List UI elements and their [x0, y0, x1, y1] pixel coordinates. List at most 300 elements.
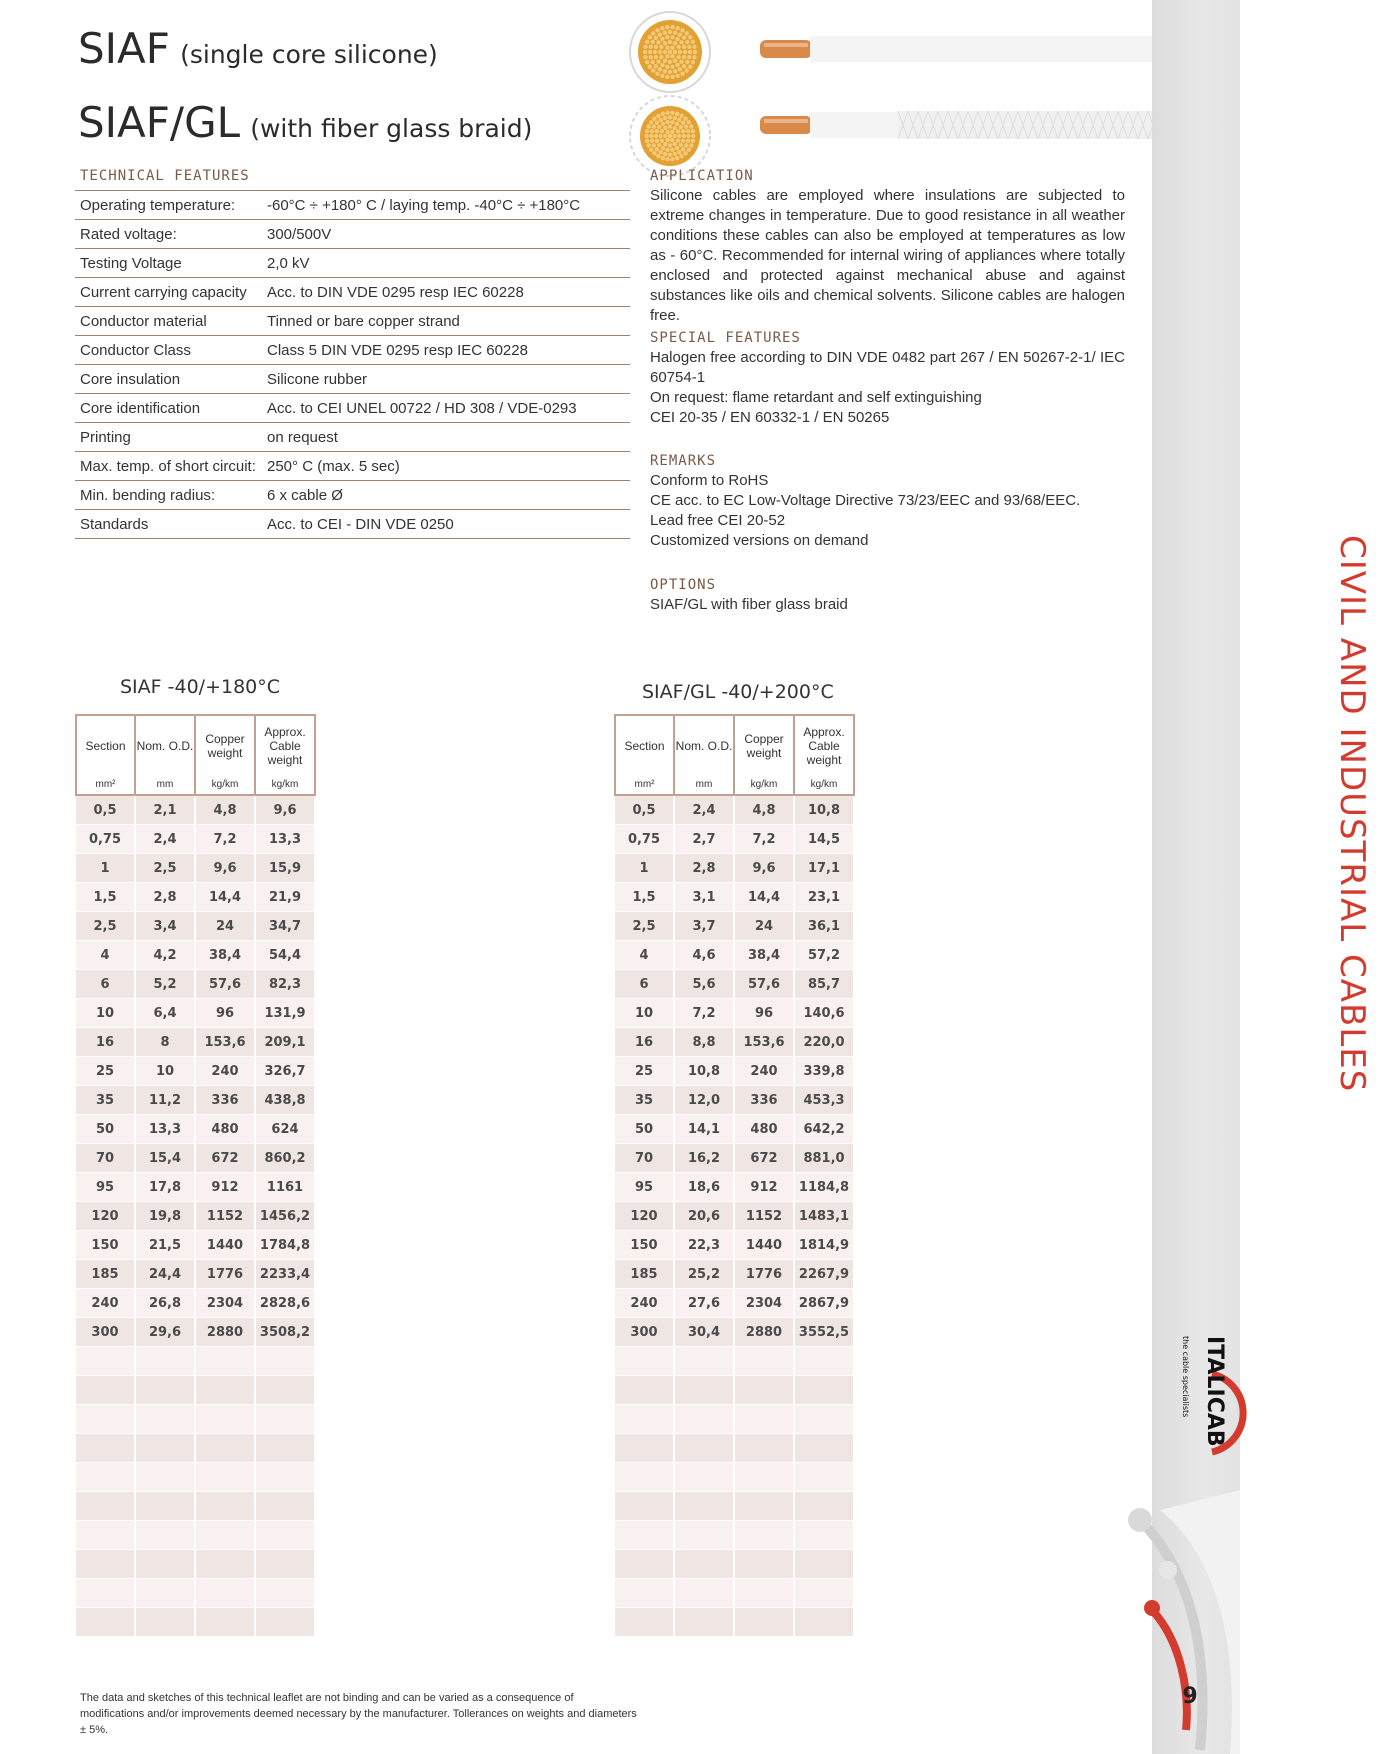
empty-table-cell [76, 1405, 135, 1434]
table-row [76, 1173, 315, 1202]
tech-feature-key: Printing [75, 423, 262, 452]
table-cell: 2304 [195, 1289, 255, 1318]
empty-table-cell [195, 1579, 255, 1608]
table-cell: 2304 [734, 1289, 794, 1318]
tech-feature-value: on request [262, 423, 630, 452]
table-row [615, 1144, 854, 1173]
table-cell: 3,1 [674, 883, 734, 912]
column-header [734, 715, 794, 795]
table-cell: 10,8 [674, 1057, 734, 1086]
table-cell: 1776 [734, 1260, 794, 1289]
table-cell: 1784,8 [255, 1231, 315, 1260]
table-cell: 453,3 [794, 1086, 854, 1115]
empty-table-row [615, 1434, 854, 1463]
table-cell: 21,9 [255, 883, 315, 912]
empty-table-cell [615, 1579, 674, 1608]
tech-feature-key: Rated voltage: [75, 220, 262, 249]
column-header-label: Approx. Cable weight [264, 725, 306, 767]
tech-feature-value: Acc. to CEI - DIN VDE 0250 [262, 510, 630, 539]
column-header-label: Section [624, 739, 665, 753]
table-cell: 3,4 [135, 912, 195, 941]
siafgl-data-table [614, 714, 855, 1637]
empty-table-cell [674, 1521, 734, 1550]
table-cell: 24 [734, 912, 794, 941]
table-cell: 1483,1 [794, 1202, 854, 1231]
tech-feature-row [75, 510, 630, 539]
column-header-label: Nom. O.D. [136, 739, 194, 753]
table-cell: 1,5 [615, 883, 674, 912]
tech-feature-row [75, 452, 630, 481]
tech-feature-row [75, 191, 630, 220]
column-header-label: Copper weight [744, 732, 784, 760]
empty-table-cell [195, 1550, 255, 1579]
empty-table-cell [76, 1492, 135, 1521]
page-number: 9 [1182, 1684, 1198, 1709]
table-cell: 14,4 [195, 883, 255, 912]
column-header-unit: kg/km [810, 779, 838, 790]
table-row [76, 999, 315, 1028]
table-cell: 16 [615, 1028, 674, 1057]
column-header [674, 715, 734, 795]
table-row [615, 1028, 854, 1057]
table-cell: 0,75 [76, 825, 135, 854]
table-cell: 1776 [195, 1260, 255, 1289]
table-cell: 672 [195, 1144, 255, 1173]
tech-feature-row [75, 336, 630, 365]
tech-feature-row [75, 220, 630, 249]
empty-table-cell [674, 1608, 734, 1637]
cable-side-siafgl-icon [760, 110, 1152, 140]
tech-feature-key: Testing Voltage [75, 249, 262, 278]
sidebar-category-label: CIVIL AND INDUSTRIAL CABLES [1332, 535, 1372, 1093]
table-cell: 153,6 [734, 1028, 794, 1057]
empty-table-cell [615, 1463, 674, 1492]
siafgl-table-title: SIAF/GL -40/+200°C [642, 681, 834, 703]
tech-feature-key: Core identification [75, 394, 262, 423]
empty-table-row [76, 1579, 315, 1608]
table-cell: 27,6 [674, 1289, 734, 1318]
empty-table-cell [76, 1347, 135, 1376]
table-cell: 25 [76, 1057, 135, 1086]
empty-table-cell [255, 1405, 315, 1434]
table-cell: 10 [135, 1057, 195, 1086]
column-header-unit: kg/km [750, 779, 778, 790]
table-row [76, 825, 315, 854]
table-row [615, 825, 854, 854]
empty-table-cell [794, 1434, 854, 1463]
empty-table-cell [734, 1550, 794, 1579]
table-cell: 15,9 [255, 854, 315, 883]
cable-cross-section-siafgl-icon [625, 92, 715, 180]
table-cell: 480 [195, 1115, 255, 1144]
table-cell: 50 [76, 1115, 135, 1144]
table-row [615, 941, 854, 970]
table-cell: 5,6 [674, 970, 734, 999]
title-sub: (with fiber glass braid) [250, 114, 533, 143]
empty-table-cell [734, 1579, 794, 1608]
table-cell: 1440 [734, 1231, 794, 1260]
remarks-line: CE acc. to EC Low-Voltage Directive 73/23/EEC and 93/68/EEC. [650, 492, 1081, 509]
table-cell: 131,9 [255, 999, 315, 1028]
table-cell: 96 [195, 999, 255, 1028]
italicab-logo [1150, 1330, 1230, 1470]
remarks-line: Lead free CEI 20-52 [650, 512, 786, 529]
empty-table-cell [135, 1405, 195, 1434]
empty-table-cell [615, 1492, 674, 1521]
empty-table-cell [135, 1463, 195, 1492]
tech-feature-row [75, 423, 630, 452]
tech-feature-row [75, 481, 630, 510]
table-cell: 96 [734, 999, 794, 1028]
table-cell: 4 [615, 941, 674, 970]
table-cell: 82,3 [255, 970, 315, 999]
table-cell: 2880 [195, 1318, 255, 1347]
svg-text:ITALICAB: ITALICAB [1202, 1336, 1227, 1447]
tech-feature-key: Current carrying capacity [75, 278, 262, 307]
empty-table-cell [794, 1550, 854, 1579]
table-row [615, 1318, 854, 1347]
empty-table-row [615, 1521, 854, 1550]
cable-cross-section-siaf-icon [625, 8, 715, 96]
empty-table-cell [195, 1492, 255, 1521]
table-cell: 3,7 [674, 912, 734, 941]
table-row [615, 1260, 854, 1289]
tech-feature-value: 2,0 kV [262, 249, 630, 278]
table-cell: 4,2 [135, 941, 195, 970]
empty-table-cell [135, 1608, 195, 1637]
table-cell: 25,2 [674, 1260, 734, 1289]
table-row [615, 1289, 854, 1318]
empty-table-row [615, 1347, 854, 1376]
footnote-disclaimer: The data and sketches of this technical leaflet are not binding and can be varied as a consequence of modifications and/or improvements deemed necessary by the manufacturer. Tollerances on weights and diameters ± 5%. [80, 1692, 637, 1736]
table-cell: 1456,2 [255, 1202, 315, 1231]
table-cell: 29,6 [135, 1318, 195, 1347]
table-cell: 7,2 [734, 825, 794, 854]
table-cell: 13,3 [255, 825, 315, 854]
empty-table-row [615, 1608, 854, 1637]
remarks-heading: REMARKS [650, 453, 717, 469]
table-cell: 2,4 [135, 825, 195, 854]
table-cell: 120 [76, 1202, 135, 1231]
table-cell: 57,6 [195, 970, 255, 999]
table-cell: 0,5 [615, 795, 674, 825]
table-cell: 70 [615, 1144, 674, 1173]
empty-table-cell [255, 1347, 315, 1376]
table-row [76, 1231, 315, 1260]
table-cell: 2,4 [674, 795, 734, 825]
table-cell: 912 [734, 1173, 794, 1202]
empty-table-row [76, 1347, 315, 1376]
table-cell: 70 [76, 1144, 135, 1173]
empty-table-row [76, 1376, 315, 1405]
table-cell: 3552,5 [794, 1318, 854, 1347]
tech-feature-row [75, 249, 630, 278]
empty-table-cell [255, 1579, 315, 1608]
table-cell: 185 [615, 1260, 674, 1289]
tech-feature-key: Standards [75, 510, 262, 539]
table-cell: 6,4 [135, 999, 195, 1028]
table-row [76, 1144, 315, 1173]
empty-table-cell [76, 1434, 135, 1463]
table-cell: 36,1 [794, 912, 854, 941]
empty-table-cell [734, 1405, 794, 1434]
empty-table-cell [734, 1463, 794, 1492]
title-main: SIAF [78, 24, 170, 73]
empty-table-cell [734, 1608, 794, 1637]
technical-features-heading: TECHNICAL FEATURES [80, 168, 250, 184]
table-cell: 11,2 [135, 1086, 195, 1115]
table-cell: 642,2 [794, 1115, 854, 1144]
table-cell: 1152 [195, 1202, 255, 1231]
options-heading: OPTIONS [650, 577, 717, 593]
tech-feature-value: 300/500V [262, 220, 630, 249]
table-cell: 150 [615, 1231, 674, 1260]
empty-table-cell [135, 1579, 195, 1608]
table-cell: 624 [255, 1115, 315, 1144]
column-header-label: Section [85, 739, 126, 753]
tech-feature-value: -60°C ÷ +180° C / laying temp. -40°C ÷ +180°C [262, 191, 630, 220]
table-cell: 14,1 [674, 1115, 734, 1144]
table-cell: 240 [734, 1057, 794, 1086]
table-cell: 17,8 [135, 1173, 195, 1202]
column-header-label: Nom. O.D. [675, 739, 733, 753]
table-cell: 7,2 [674, 999, 734, 1028]
table-cell: 326,7 [255, 1057, 315, 1086]
empty-table-cell [135, 1376, 195, 1405]
empty-table-cell [195, 1376, 255, 1405]
empty-table-row [76, 1521, 315, 1550]
tech-feature-value: Acc. to DIN VDE 0295 resp IEC 60228 [262, 278, 630, 307]
special-features-section [650, 330, 1125, 428]
table-cell: 2867,9 [794, 1289, 854, 1318]
table-row [615, 883, 854, 912]
table-row [615, 1173, 854, 1202]
empty-table-row [615, 1550, 854, 1579]
empty-table-row [615, 1405, 854, 1434]
empty-table-cell [76, 1579, 135, 1608]
table-cell: 24,4 [135, 1260, 195, 1289]
options-line: SIAF/GL with fiber glass braid [650, 596, 848, 613]
table-cell: 54,4 [255, 941, 315, 970]
table-cell: 881,0 [794, 1144, 854, 1173]
tech-feature-value: Acc. to CEI UNEL 00722 / HD 308 / VDE-0293 [262, 394, 630, 423]
table-cell: 336 [734, 1086, 794, 1115]
empty-table-cell [135, 1434, 195, 1463]
empty-table-row [615, 1376, 854, 1405]
remarks-line: Conform to RoHS [650, 472, 769, 489]
tech-feature-key: Core insulation [75, 365, 262, 394]
table-cell: 339,8 [794, 1057, 854, 1086]
table-cell: 8 [135, 1028, 195, 1057]
empty-table-cell [195, 1434, 255, 1463]
table-row [76, 883, 315, 912]
product-title-siaf [78, 24, 438, 73]
empty-table-cell [76, 1521, 135, 1550]
empty-table-cell [674, 1492, 734, 1521]
empty-table-cell [674, 1550, 734, 1579]
empty-table-cell [615, 1405, 674, 1434]
tech-feature-row [75, 278, 630, 307]
empty-table-cell [195, 1608, 255, 1637]
empty-table-cell [674, 1434, 734, 1463]
table-cell: 860,2 [255, 1144, 315, 1173]
table-cell: 2267,9 [794, 1260, 854, 1289]
empty-table-row [76, 1463, 315, 1492]
table-cell: 1,5 [76, 883, 135, 912]
table-cell: 16,2 [674, 1144, 734, 1173]
table-cell: 2880 [734, 1318, 794, 1347]
column-header-label: Copper weight [205, 732, 245, 760]
cable-side-siaf-icon [760, 34, 1152, 64]
table-row [615, 1231, 854, 1260]
table-cell: 2,7 [674, 825, 734, 854]
table-cell: 13,3 [135, 1115, 195, 1144]
special-features-line: CEI 20-35 / EN 60332-1 / EN 50265 [650, 409, 890, 426]
table-cell: 2,5 [615, 912, 674, 941]
decorative-swoosh-icon [1100, 1490, 1240, 1754]
technical-features-table [75, 190, 630, 539]
table-row [76, 941, 315, 970]
table-cell: 12,0 [674, 1086, 734, 1115]
empty-table-cell [674, 1376, 734, 1405]
table-cell: 0,75 [615, 825, 674, 854]
empty-table-cell [615, 1608, 674, 1637]
table-cell: 1 [615, 854, 674, 883]
table-cell: 57,6 [734, 970, 794, 999]
table-cell: 9,6 [195, 854, 255, 883]
table-cell: 35 [76, 1086, 135, 1115]
table-cell: 95 [615, 1173, 674, 1202]
empty-table-row [76, 1492, 315, 1521]
empty-table-cell [794, 1463, 854, 1492]
table-cell: 4,8 [734, 795, 794, 825]
tech-feature-key: Conductor material [75, 307, 262, 336]
table-row [615, 999, 854, 1028]
table-row [615, 912, 854, 941]
table-row [76, 970, 315, 999]
empty-table-cell [734, 1434, 794, 1463]
table-cell: 38,4 [195, 941, 255, 970]
tech-feature-row [75, 365, 630, 394]
empty-table-cell [135, 1521, 195, 1550]
empty-table-row [76, 1550, 315, 1579]
column-header [615, 715, 674, 795]
column-header [135, 715, 195, 795]
empty-table-row [76, 1405, 315, 1434]
tech-feature-value: 6 x cable Ø [262, 481, 630, 510]
empty-table-cell [255, 1434, 315, 1463]
table-cell: 2233,4 [255, 1260, 315, 1289]
application-text: Silicone cables are employed where insulations are subjected to extreme changes in temperature. Due to good resistance in all weather conditions these cables can also be employed at temperatures as low as - 60°C. Recommended for internal wiring of appliances where totally enclosed and protected against mechanical abuse and against substances like oils and chemical solvents. Silicone cables are halogen free. [650, 187, 1125, 324]
empty-table-cell [794, 1521, 854, 1550]
table-cell: 1152 [734, 1202, 794, 1231]
table-cell: 15,4 [135, 1144, 195, 1173]
empty-table-row [76, 1434, 315, 1463]
table-cell: 1440 [195, 1231, 255, 1260]
empty-table-cell [794, 1405, 854, 1434]
table-row [615, 1057, 854, 1086]
table-cell: 150 [76, 1231, 135, 1260]
table-cell: 7,2 [195, 825, 255, 854]
table-cell: 95 [76, 1173, 135, 1202]
table-cell: 6 [76, 970, 135, 999]
empty-table-cell [674, 1463, 734, 1492]
empty-table-cell [76, 1550, 135, 1579]
table-cell: 1814,9 [794, 1231, 854, 1260]
table-row [76, 854, 315, 883]
table-row [615, 795, 854, 825]
table-cell: 17,1 [794, 854, 854, 883]
empty-table-row [615, 1463, 854, 1492]
title-main: SIAF/GL [78, 98, 241, 147]
empty-table-cell [615, 1376, 674, 1405]
empty-table-cell [734, 1376, 794, 1405]
table-cell: 185 [76, 1260, 135, 1289]
table-cell: 34,7 [255, 912, 315, 941]
table-cell: 50 [615, 1115, 674, 1144]
column-header-label: Approx. Cable weight [803, 725, 845, 767]
table-cell: 1184,8 [794, 1173, 854, 1202]
table-cell: 2,8 [674, 854, 734, 883]
table-cell: 300 [76, 1318, 135, 1347]
table-cell: 1161 [255, 1173, 315, 1202]
table-cell: 2,1 [135, 795, 195, 825]
table-cell: 209,1 [255, 1028, 315, 1057]
empty-table-cell [794, 1492, 854, 1521]
empty-table-cell [76, 1376, 135, 1405]
table-cell: 8,8 [674, 1028, 734, 1057]
empty-table-cell [794, 1608, 854, 1637]
table-cell: 18,6 [674, 1173, 734, 1202]
empty-table-cell [255, 1376, 315, 1405]
empty-table-cell [734, 1521, 794, 1550]
tech-feature-value: Silicone rubber [262, 365, 630, 394]
table-cell: 5,2 [135, 970, 195, 999]
siaf-data-table [75, 714, 316, 1637]
table-cell: 2,5 [76, 912, 135, 941]
special-features-heading: SPECIAL FEATURES [650, 330, 801, 346]
table-cell: 240 [76, 1289, 135, 1318]
tech-feature-key: Conductor Class [75, 336, 262, 365]
table-cell: 25 [615, 1057, 674, 1086]
options-section [650, 577, 1125, 615]
table-row [615, 970, 854, 999]
empty-table-cell [195, 1521, 255, 1550]
table-row [615, 1202, 854, 1231]
special-features-line: Halogen free according to DIN VDE 0482 part 267 / EN 50267-2-1/ IEC 60754-1 [650, 349, 1125, 386]
table-cell: 120 [615, 1202, 674, 1231]
table-cell: 38,4 [734, 941, 794, 970]
empty-table-cell [255, 1463, 315, 1492]
table-row [76, 1289, 315, 1318]
table-cell: 16 [76, 1028, 135, 1057]
empty-table-cell [135, 1347, 195, 1376]
table-cell: 300 [615, 1318, 674, 1347]
empty-table-cell [794, 1347, 854, 1376]
table-cell: 19,8 [135, 1202, 195, 1231]
tech-feature-value: Tinned or bare copper strand [262, 307, 630, 336]
table-cell: 672 [734, 1144, 794, 1173]
table-cell: 20,6 [674, 1202, 734, 1231]
column-header [794, 715, 854, 795]
table-cell: 10,8 [794, 795, 854, 825]
table-cell: 9,6 [734, 854, 794, 883]
table-cell: 140,6 [794, 999, 854, 1028]
table-cell: 9,6 [255, 795, 315, 825]
table-cell: 2,5 [135, 854, 195, 883]
empty-table-cell [76, 1463, 135, 1492]
empty-table-cell [195, 1463, 255, 1492]
